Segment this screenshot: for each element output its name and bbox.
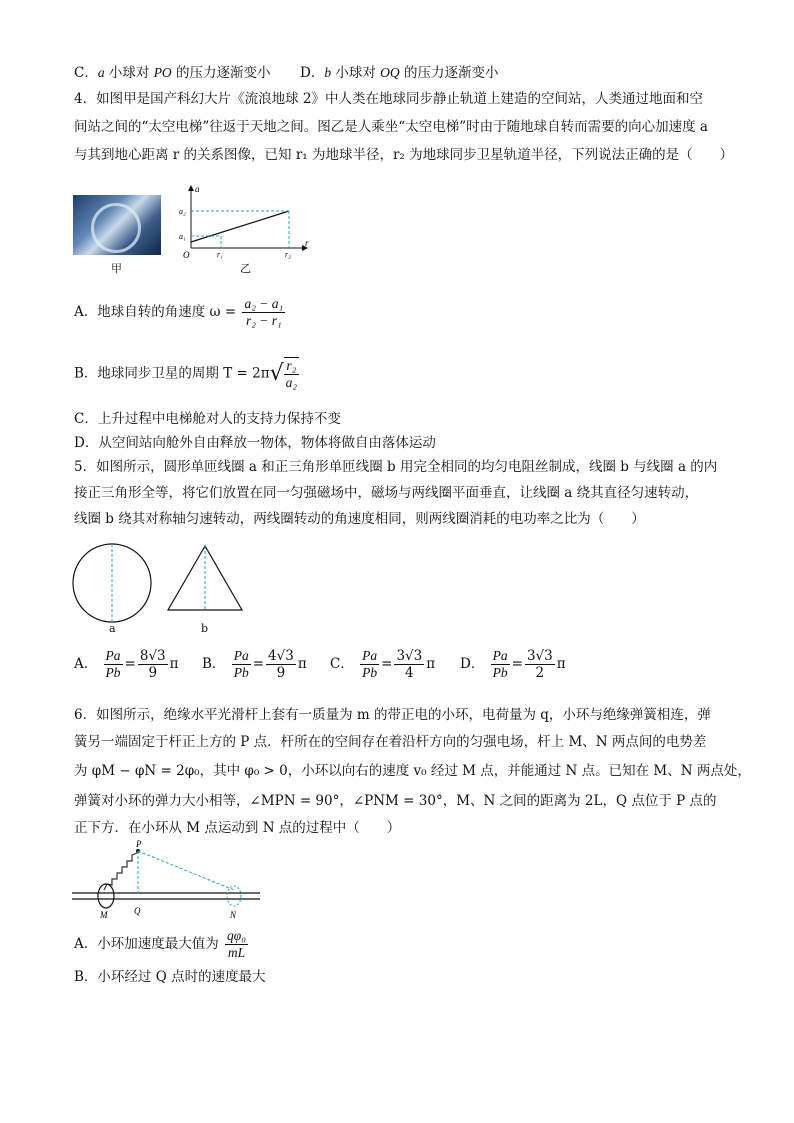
label-n: N <box>230 910 237 920</box>
r2-label: r₂ <box>285 250 291 259</box>
q5-option-a: A． $\frac{Pa}{Pb}$ = $\frac{8√3}{9}$ π <box>74 648 179 681</box>
spring-ring-figure <box>70 838 270 923</box>
q4-stem-line-3: 与其到地心距离 r 的关系图像，已知 r₁ 为地球半径，r₂ 为地球同步卫星轨道半径，下列说法正确的是（ ） <box>74 147 734 163</box>
origin-label: O <box>183 250 190 260</box>
q6-stem-line-4: 弹簧对小环的弹力大小相等，∠MPN = 90°，∠PNM = 30°，M、N 之间的距离为 2L，Q 点位于 P 点的 <box>74 793 717 809</box>
coil-b-label: b <box>201 622 209 635</box>
q5-stem-line-3: 线圈 b 绕其对称轴匀速转动，两线圈转动的角速度相同，则两线圈消耗的电功率之比为（ ） <box>74 511 645 527</box>
q4-option-c: C．上升过程中电梯舱对人的支持力保持不变 <box>74 411 341 427</box>
q6-option-a: A．小环加速度最大值为 $\frac{\text{qφ₀}}{mL}$ <box>74 928 246 960</box>
q4-option-a: A．地球自转的角速度 ω = $\frac{\text{a₂ − a₁}}{\text{r₂ − r₁}}$ <box>74 296 284 328</box>
q4-stem-line-1: 4．如图甲是国产科幻大片《流浪地球 2》中人类在地球同步静止轨道上建造的空间站，人类通过地面和空 <box>74 91 703 107</box>
a1-label: a₁ <box>179 232 186 241</box>
label-q: Q <box>134 906 141 916</box>
pn-line <box>138 851 234 890</box>
a-r-graph <box>175 182 315 262</box>
q5-option-b: B． $\frac{Pa}{Pb}$ = $\frac{4√3}{9}$ π <box>202 648 307 681</box>
q5-option-c: C． $\frac{Pa}{Pb}$ = $\frac{3√3}{4}$ π <box>330 648 436 681</box>
q6-stem-line-1: 6．如图所示，绝缘水平光滑杆上套有一质量为 m 的带正电的小环，电荷量为 q，小环与绝缘弹簧相连，弹 <box>74 707 711 723</box>
q4-option-d: D．从空间站向舱外自由释放一物体，物体将做自由落体运动 <box>74 435 436 451</box>
q6-stem-line-3: 为 φM − φN = 2φ₀，其中 φ₀ > 0，小环以向右的速度 v₀ 经过 M 点，并能通过 N 点。已知在 M、N 两点处， <box>74 763 751 779</box>
q5-option-d: D． $\frac{Pa}{Pb}$ = $\frac{3√3}{2}$ π <box>460 648 566 681</box>
a2-label: a₂ <box>179 207 186 216</box>
space-elevator-photo <box>73 195 161 255</box>
figure-label-jia: 甲 <box>111 262 122 275</box>
a-axis-label: a <box>195 184 200 194</box>
q4-stem-line-2: 间站之间的“太空电梯”往返于天地之间。图乙是人乘坐“太空电梯”时由于随地球自转而需要的向心加速度 a <box>74 119 708 135</box>
q6-option-b: B．小环经过 Q 点时的速度最大 <box>74 969 266 985</box>
omega-fraction: $\frac{\text{a₂ − a₁}}{\text{r₂ − r₁}}$ <box>244 296 284 328</box>
ring-at-m <box>98 884 114 908</box>
q5-stem-line-1: 5．如图所示，圆形单匝线圈 a 和正三角形单匝线圈 b 用完全相同的均匀电阻丝制成，线圈 b 与线圈 a 的内 <box>74 459 718 475</box>
coil-figures <box>68 540 268 630</box>
r-axis-label: r <box>305 238 309 248</box>
label-p: P <box>136 839 142 849</box>
acceleration-fraction: $\frac{\text{qφ₀}}{mL}$ <box>227 928 246 960</box>
q4-option-b: B．地球同步卫星的周期 T = 2π√ $\frac{\text{r₂}}{\text{a₂}}$ <box>74 358 298 390</box>
q6-stem-line-2: 簧另一端固定于杆正上方的 P 点．杆所在的空间存在着沿杆方向的匀强电场，杆上 M、N 两点间的电势差 <box>74 734 707 750</box>
q6-stem-line-5: 正下方．在小环从 M 点运动到 N 点的过程中（ ） <box>74 820 401 836</box>
r1-label: r₁ <box>217 250 223 259</box>
a-r-line <box>191 211 289 242</box>
coil-a-label: a <box>109 622 116 635</box>
label-m: M <box>100 910 108 920</box>
figure-label-yi: 乙 <box>240 262 251 275</box>
ring-at-n <box>227 886 241 906</box>
q5-stem-line-2: 接正三角形全等，将它们放置在同一匀强磁场中，磁场与两线圈平面垂直，让线圈 a 绕其直径匀速转动， <box>74 485 699 501</box>
sqrt-sign: √ <box>269 361 284 386</box>
period-fraction: $\frac{\text{r₂}}{\text{a₂}}$ <box>285 358 298 390</box>
q3-option-d: D．b 小球对 OQ 的压力逐渐变小 <box>300 65 499 81</box>
q3-option-c: C．a 小球对 PO 的压力逐渐变小 <box>74 65 271 81</box>
